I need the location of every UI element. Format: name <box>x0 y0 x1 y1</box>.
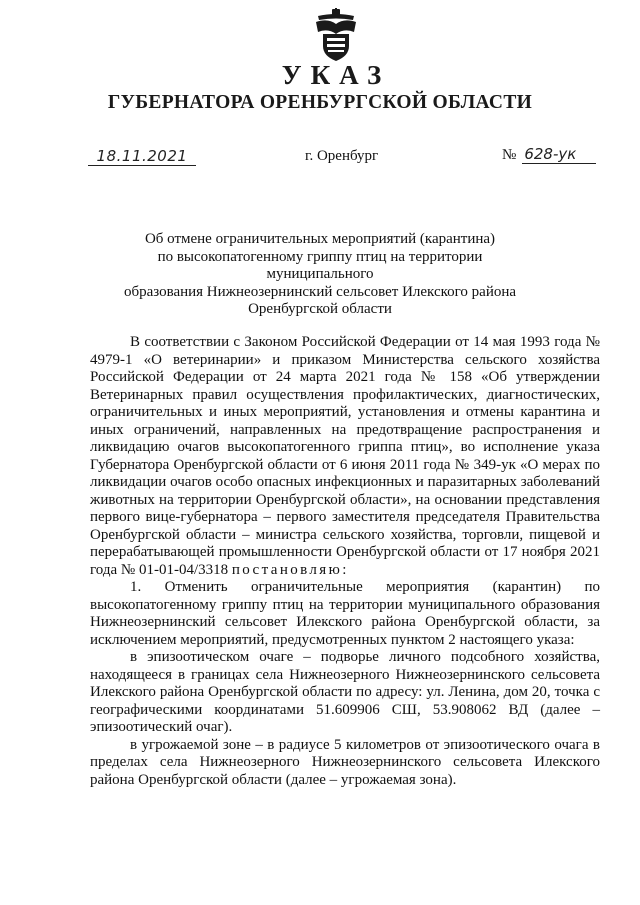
body-paragraph-item-1: 1. Отменить ограничительные мероприятия (карантин) по высокопатогенному гриппу птиц на территории муниципального образования Нижнеозернинский сельсовет Илекского района Оренбургской области, за исключением мероприятий, предусмотренных пунктом 2 настоящего указа: <box>90 579 600 648</box>
decree-body <box>90 334 600 789</box>
decree-number: 628-ук <box>522 145 596 164</box>
coat-of-arms-icon <box>314 8 358 62</box>
heading-line: образования Нижнеозернинский сельсовет Илекского района <box>123 283 517 300</box>
heading-line: Об отмене ограничительных мероприятий (карантина) <box>144 231 496 247</box>
body-paragraph-threatened-zone: в угрожаемой зоне – в радиусе 5 километров от эпизоотического очага в пределах села Нижнеозерного Нижнеозернинского сельсовета Илекского района Оренбургской области (далее – угрожаемая зона). <box>90 736 600 788</box>
body-paragraph-epizootic-focus: в эпизоотическом очаге – подворье личного подсобного хозяйства, находящееся в границах села Нижнеозерного Нижнеозернинского сельсовета Илекского района Оренбургской области по адресу: ул. Ленина, дом 20, точка с географическими координатами 51.609906 СШ, 53.908062 ВД (далее – эпизоотический очаг). <box>90 649 600 735</box>
number-sign: № <box>502 147 517 163</box>
heading-line: Оренбургской области <box>248 301 392 317</box>
preamble-text: В соответствии с Законом Российской Федерации от 14 мая 1993 года № 4979-1 «О ветеринарии» и приказом Министерства сельского хозяйства Российской Федерации от 24 марта 2021 года № 158 «Об утверждении Ветеринарных правил осуществления профилактических, диагностических, ограничительных и иных мероприятий, установления и отмены карантина и иных ограничений, направленных на предотвращение распространения и ликвидацию очагов высокопатогенного гриппа птиц», во исполнение указа Губернатора Оренбургской области от 6 июня 2011 года № 349-ук «О мерах по ликвидации очагов особо опасных инфекционных и паразитарных заболеваний животных на территории Оренбургской области», на основании представления первого вице-губернатора – первого заместителя председателя Правительства Оренбургской области – министра сельского хозяйства, торговли, пищевой и перерабатывающей промышленности Оренбургской области от 17 ноября 2021 года № 01-01-04/3318 <box>90 334 600 578</box>
decree-title: УКАЗ <box>281 60 391 90</box>
decree-heading <box>110 231 530 319</box>
heading-line: по высокопатогенному гриппу птиц на территории муниципального <box>157 248 483 282</box>
decree-date: 18.11.2021 <box>88 147 196 166</box>
decree-number-block <box>502 145 596 164</box>
body-paragraph-preamble <box>90 334 600 579</box>
decree-city: г. Оренбург <box>305 148 379 164</box>
issuer-title: ГУБЕРНАТОРА ОРЕНБУРГСКОЙ ОБЛАСТИ <box>107 92 533 113</box>
resolution-word: постановляю: <box>231 561 349 578</box>
